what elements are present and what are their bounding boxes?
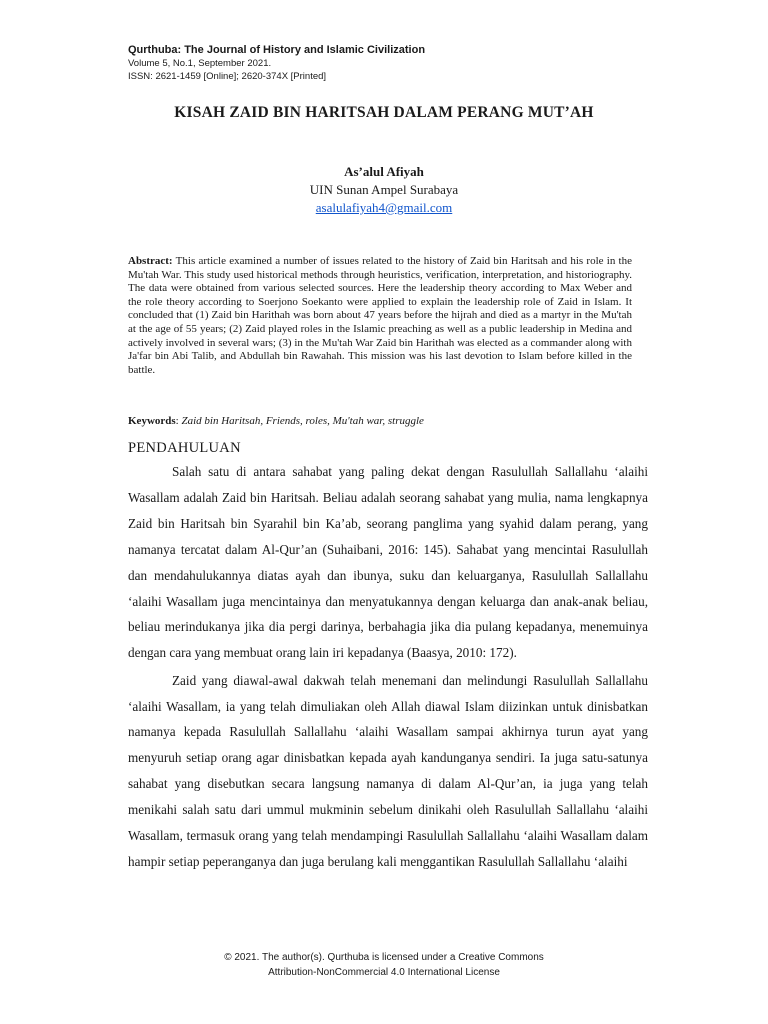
section-body <box>128 459 648 876</box>
body-paragraph: Salah satu di antara sahabat yang paling dekat dengan Rasulullah Sallallahu ‘alaihi Wasallam adalah Zaid bin Haritsah. Beliau adalah seorang sahabat yang mulia, nama lengkapnya Zaid bin Haritsah bin Syarahil bin Ka’ab, seorang panglima yang syahid dalam perang, yang namanya tercatat dalam Al-Qur’an (Suhaibani, 2016: 145). Sahabat yang mencintai Rasulullah dan mendahulukannya diatas ayah dan ibunya, suku dan keluarganya, Rasulullah Sallallahu ‘alaihi Wasallam juga mencintainya dan menyatukannya dengan keluarga dan anak-anak beliau, beliau merindukanya jika dia pergi darinya, berbahagia jika dia pulang kepadanya, menemuinya dengan cara yang membuat orang lain iri kepadanya (Baasya, 2010: 172). <box>128 464 648 661</box>
keywords: Keywords: Zaid bin Haritsah, Friends, roles, Mu'tah war, struggle <box>128 415 424 427</box>
journal-volume: Volume 5, No.1, September 2021. <box>128 58 272 69</box>
author-name: As’alul Afiyah <box>344 164 424 179</box>
author-email-link[interactable]: asalulafiyah4@gmail.com <box>315 200 453 215</box>
abstract-label: Abstract: <box>128 255 173 267</box>
author-affiliation: UIN Sunan Ampel Surabaya <box>309 182 459 197</box>
abstract-text: This article examined a number of issues related to the history of Zaid bin Haritsah and his role in the Mu'tah War. This study used historical methods through heuristics, verification, interpretation, and historiography. The data were obtained from various selected sources. Here the leadership theory according to Max Weber and the role theory according to Soerjono Soekanto were applied to explain the leadership role of Zaid in Islam. It concluded that (1) Zaid bin Harithah was born about 47 years before the hijrah and died as a martyr in the Mu'tah at the age of 55 years; (2) Zaid played roles in the Islamic preaching as well as a public leadership in Medina and actively involved in several wars; (3) in the Mu'tah War Zaid bin Harithah was elected as a commander along with Ja'far bin Abi Talib, and Abdullah bin Rawahah. This mission was his last devotion to Islam before killed in the battle. <box>128 255 632 376</box>
body-paragraph: Zaid yang diawal-awal dakwah telah menemani dan melindungi Rasulullah Sallallahu ‘alaihi Wasallam, ia yang telah dimuliakan oleh Allah diawal Islam diizinkan untuk dinisbatkan namanya kepada Rasulullah Sallallahu ‘alaihi Wasallam sampai akhirnya turun ayat yang menyuruh setiap orang agar dinisbatkan kepada ayah kandunganya sendiri. Ia juga satu-satunya sahabat yang disebutkan secara langsung namanya di dalam Al-Qur’an, ia juga yang telah menikahi salah satu dari ummul mukminin sebelum dinikahi oleh Rasulullah Sallallahu ‘alaihi Wasallam, termasuk orang yang telah mendampingi Rasulullah Sallallahu ‘alaihi Wasallam dalam hampir setiap peperanganya dan juga berulang kali menggantikan Rasulullah Sallallahu ‘alaihi <box>128 672 648 869</box>
journal-issn: ISSN: 2621-1459 [Online]; 2620-374X [Printed] <box>128 71 327 82</box>
section-heading: PENDAHULUAN <box>128 440 241 456</box>
keywords-label: Keywords <box>128 415 176 427</box>
license-footer <box>0 950 768 980</box>
journal-header <box>128 44 425 83</box>
journal-name: Qurthuba: The Journal of History and Islamic Civilization <box>128 44 426 56</box>
license-line: Attribution-NonCommercial 4.0 International License <box>268 967 500 978</box>
license-line: © 2021. The author(s). Qurthuba is licensed under a Creative Commons <box>224 952 544 963</box>
author-block <box>0 163 768 217</box>
keywords-text: Zaid bin Haritsah, Friends, roles, Mu'tah war, struggle <box>181 415 424 427</box>
paper-title: KISAH ZAID BIN HARITSAH DALAM PERANG MUT’AH <box>174 104 594 121</box>
abstract <box>128 255 632 377</box>
